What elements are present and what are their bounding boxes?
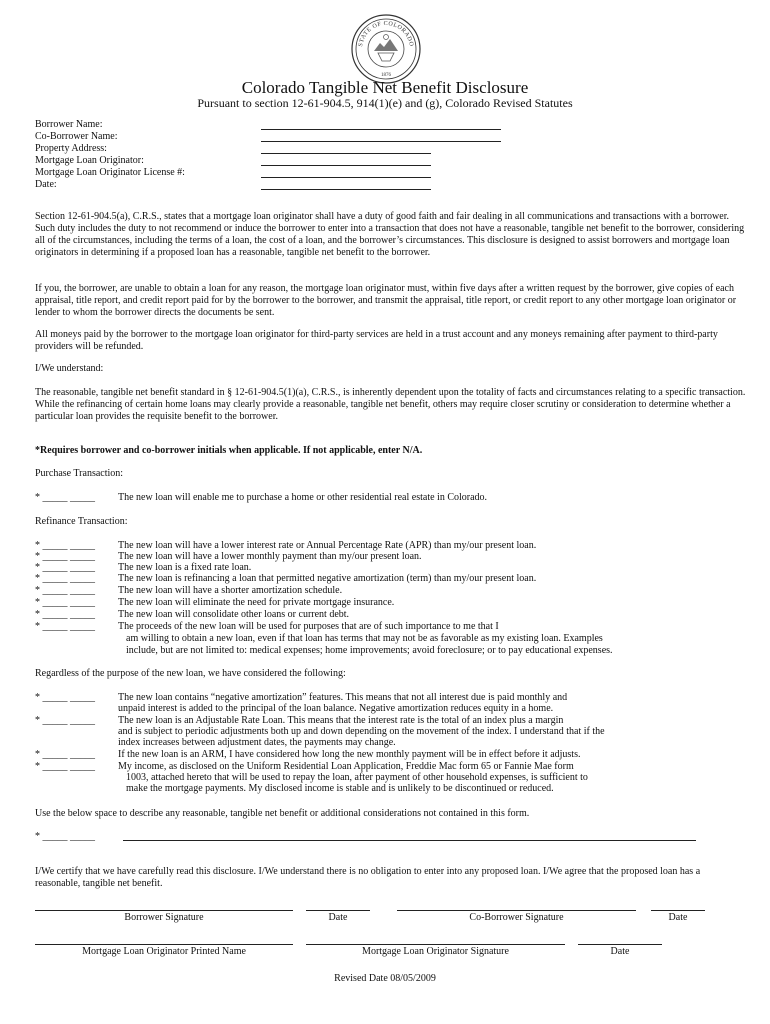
item-text: The new loan will have a lower monthly payment than my/our present loan. <box>118 551 422 562</box>
initials-field[interactable]: * _____ _____ <box>35 585 95 596</box>
seal-top-text: STATE OF COLORADO <box>358 20 414 48</box>
borrower-signature-line[interactable] <box>35 910 293 911</box>
initials-field[interactable]: * _____ _____ <box>35 692 95 703</box>
coborrower-name-field[interactable] <box>261 141 501 142</box>
date-field[interactable] <box>261 189 431 190</box>
state-seal-icon <box>350 13 422 85</box>
borrower-signature-label: Borrower Signature <box>124 912 204 923</box>
item-text: If the new loan is an ARM, I have considered how long the new monthly payment will be in effect before it adjusts. <box>118 749 581 760</box>
refinance-heading: Refinance Transaction: <box>35 516 128 527</box>
item-text: include, but are not limited to: medical expenses; home improvements; avoid foreclosure; or to pay educational expenses. <box>126 645 613 656</box>
item-text: The new loan will have a lower interest rate or Annual Percentage Rate (APR) than my/our present loan. <box>118 540 537 551</box>
initials-field[interactable]: * _____ _____ <box>35 551 95 562</box>
borrower-date-line[interactable] <box>306 910 370 911</box>
understand-heading: I/We understand: <box>35 363 104 374</box>
item-text: am willing to obtain a new loan, even if that loan has terms that may not be as favorable as my existing loan. Examples <box>126 633 603 644</box>
regardless-heading: Regardless of the purpose of the new loan, we have considered the following: <box>35 668 346 679</box>
copies-paragraph: If you, the borrower, are unable to obtain a loan for any reason, the mortgage loan originator must, within five days after a written request by the borrower, give copies of each appraisal, title report, and credit report paid for by the borrower to the borrower, and transmit the appraisal, title report, or credit report to any other mortgage loan originator or lender to whom the borrower directs the documents be sent. <box>35 283 737 318</box>
purchase-heading: Purchase Transaction: <box>35 468 124 479</box>
date-label: Date: <box>35 179 57 190</box>
standard-paragraph: The reasonable, tangible net benefit standard in § 12-61-904.5(1)(a), C.R.S., is inherently dependent upon the totality of facts and circumstances relating to a specific transaction. While the refinancing of certain home loans may clearly provide a reasonable, tangible net benefit, others may require closer scrutiny or consideration to determine whether a particular loan provides the requisite benefit to the borrower. <box>35 387 746 422</box>
initials-note: *Requires borrower and co-borrower initials when applicable. If not applicable, enter N/A. <box>35 445 423 456</box>
mlo-printed-name-line[interactable] <box>35 944 293 945</box>
revised-date: Revised Date 08/05/2009 <box>334 973 436 984</box>
item-text: and is subject to periodic adjustments both up and down depending on the movement of the index. I understand that if the <box>118 726 605 737</box>
item-text: unpaid interest is added to the principal of the loan balance. Negative amortization reduces equity in a home. <box>118 703 554 714</box>
item-text: The new loan will eliminate the need for private mortgage insurance. <box>118 597 395 608</box>
initials-field[interactable]: * _____ _____ <box>35 761 95 772</box>
item-text: The new loan will enable me to purchase a home or other residential real estate in Colorado. <box>118 492 488 503</box>
coborrower-name-label: Co-Borrower Name: <box>35 131 118 142</box>
borrower-date-label: Date <box>328 912 348 923</box>
page-title: Colorado Tangible Net Benefit Disclosure <box>241 78 529 97</box>
page-subtitle: Pursuant to section 12-61-904.5, 914(1)(e) and (g), Colorado Revised Statutes <box>197 96 573 110</box>
item-text: make the mortgage payments. My disclosed income is stable and is unlikely to be discontinued or reduced. <box>126 783 554 794</box>
mlo-date-line[interactable] <box>578 944 662 945</box>
initials-field[interactable]: * _____ _____ <box>35 621 95 632</box>
seal-year: 1876 <box>381 73 391 78</box>
coborrower-signature-line[interactable] <box>397 910 636 911</box>
coborrower-date-line[interactable] <box>651 910 705 911</box>
property-address-field[interactable] <box>261 153 431 154</box>
initials-field[interactable]: * _____ _____ <box>35 540 95 551</box>
borrower-name-field[interactable] <box>261 129 501 130</box>
item-text: The new loan contains “negative amortization” features. This means that not all interest due is paid monthly and <box>118 692 568 703</box>
item-text: The new loan is a fixed rate loan. <box>118 562 252 573</box>
item-text: 1003, attached hereto that will be used to repay the loan, after payment of other household expenses, is sufficient to <box>126 772 588 783</box>
certify-paragraph: I/We certify that we have carefully read this disclosure. I/We understand there is no obligation to enter into any proposed loan. I/We agree that the proposed loan has a reasonable, tangible net benefit. <box>35 866 701 889</box>
mlo-license-label: Mortgage Loan Originator License #: <box>35 167 185 178</box>
initials-field[interactable]: * _____ _____ <box>35 562 95 573</box>
item-text: The new loan will consolidate other loans or current debt. <box>118 609 350 620</box>
svg-text:STATE OF COLORADO <box>358 21 414 47</box>
item-text: The new loan is refinancing a loan that permitted negative amortization (term) than my/our present loan. <box>118 573 537 584</box>
property-address-label: Property Address: <box>35 143 107 154</box>
trust-paragraph: All moneys paid by the borrower to the mortgage loan originator for third-party services are held in a trust account and any moneys remaining after payment to third-party providers will be refunded. <box>35 329 718 352</box>
mlo-signature-label: Mortgage Loan Originator Signature <box>362 946 509 957</box>
item-text: index increases between adjustment dates, the payments may change. <box>118 737 396 748</box>
initials-field[interactable]: * _____ _____ <box>35 609 95 620</box>
initials-field[interactable]: * _____ _____ <box>35 749 95 760</box>
mlo-field[interactable] <box>261 165 431 166</box>
item-text: The proceeds of the new loan will be used for purposes that are of such importance to me that I <box>118 621 499 632</box>
initials-field[interactable]: * _____ _____ <box>35 573 95 584</box>
item-text: The new loan is an Adjustable Rate Loan. This means that the interest rate is the total of an index plus a margin <box>118 715 564 726</box>
item-text: The new loan will have a shorter amortization schedule. <box>118 585 343 596</box>
borrower-name-label: Borrower Name: <box>35 119 103 130</box>
coborrower-date-label: Date <box>668 912 688 923</box>
mlo-label: Mortgage Loan Originator: <box>35 155 144 166</box>
section-paragraph: Section 12-61-904.5(a), C.R.S., states that a mortgage loan originator shall have a duty of good faith and fair dealing in all communications and transactions with a borrower. Such duty includes the duty to not recommend or induce the borrower to enter into a transaction that does not have a reasonable, tangible net benefit to the borrower, considering all of the circumstances, including the terms of a loan, the cost of a loan, and the borrower’s circumstances. This disclosure is designed to assist borrowers and mortgage loan originators in determining if a proposed loan has a reasonable, tangible net benefit to the borrower. <box>35 211 745 258</box>
describe-heading: Use the below space to describe any reasonable, tangible net benefit or additional considerations not contained in this form. <box>35 808 530 819</box>
mlo-date-label: Date <box>610 946 630 957</box>
mlo-license-field[interactable] <box>261 177 431 178</box>
initials-field[interactable]: * _____ _____ <box>35 831 95 842</box>
initials-field[interactable]: * _____ _____ <box>35 597 95 608</box>
initials-field[interactable]: * _____ _____ <box>35 492 95 503</box>
coborrower-signature-label: Co-Borrower Signature <box>469 912 564 923</box>
mlo-signature-line[interactable] <box>306 944 565 945</box>
additional-considerations-field[interactable] <box>123 840 696 841</box>
initials-field[interactable]: * _____ _____ <box>35 715 95 726</box>
item-text: My income, as disclosed on the Uniform Residential Loan Application, Freddie Mac form 65 or Fannie Mae form <box>118 761 574 772</box>
mlo-printed-name-label: Mortgage Loan Originator Printed Name <box>82 946 246 957</box>
